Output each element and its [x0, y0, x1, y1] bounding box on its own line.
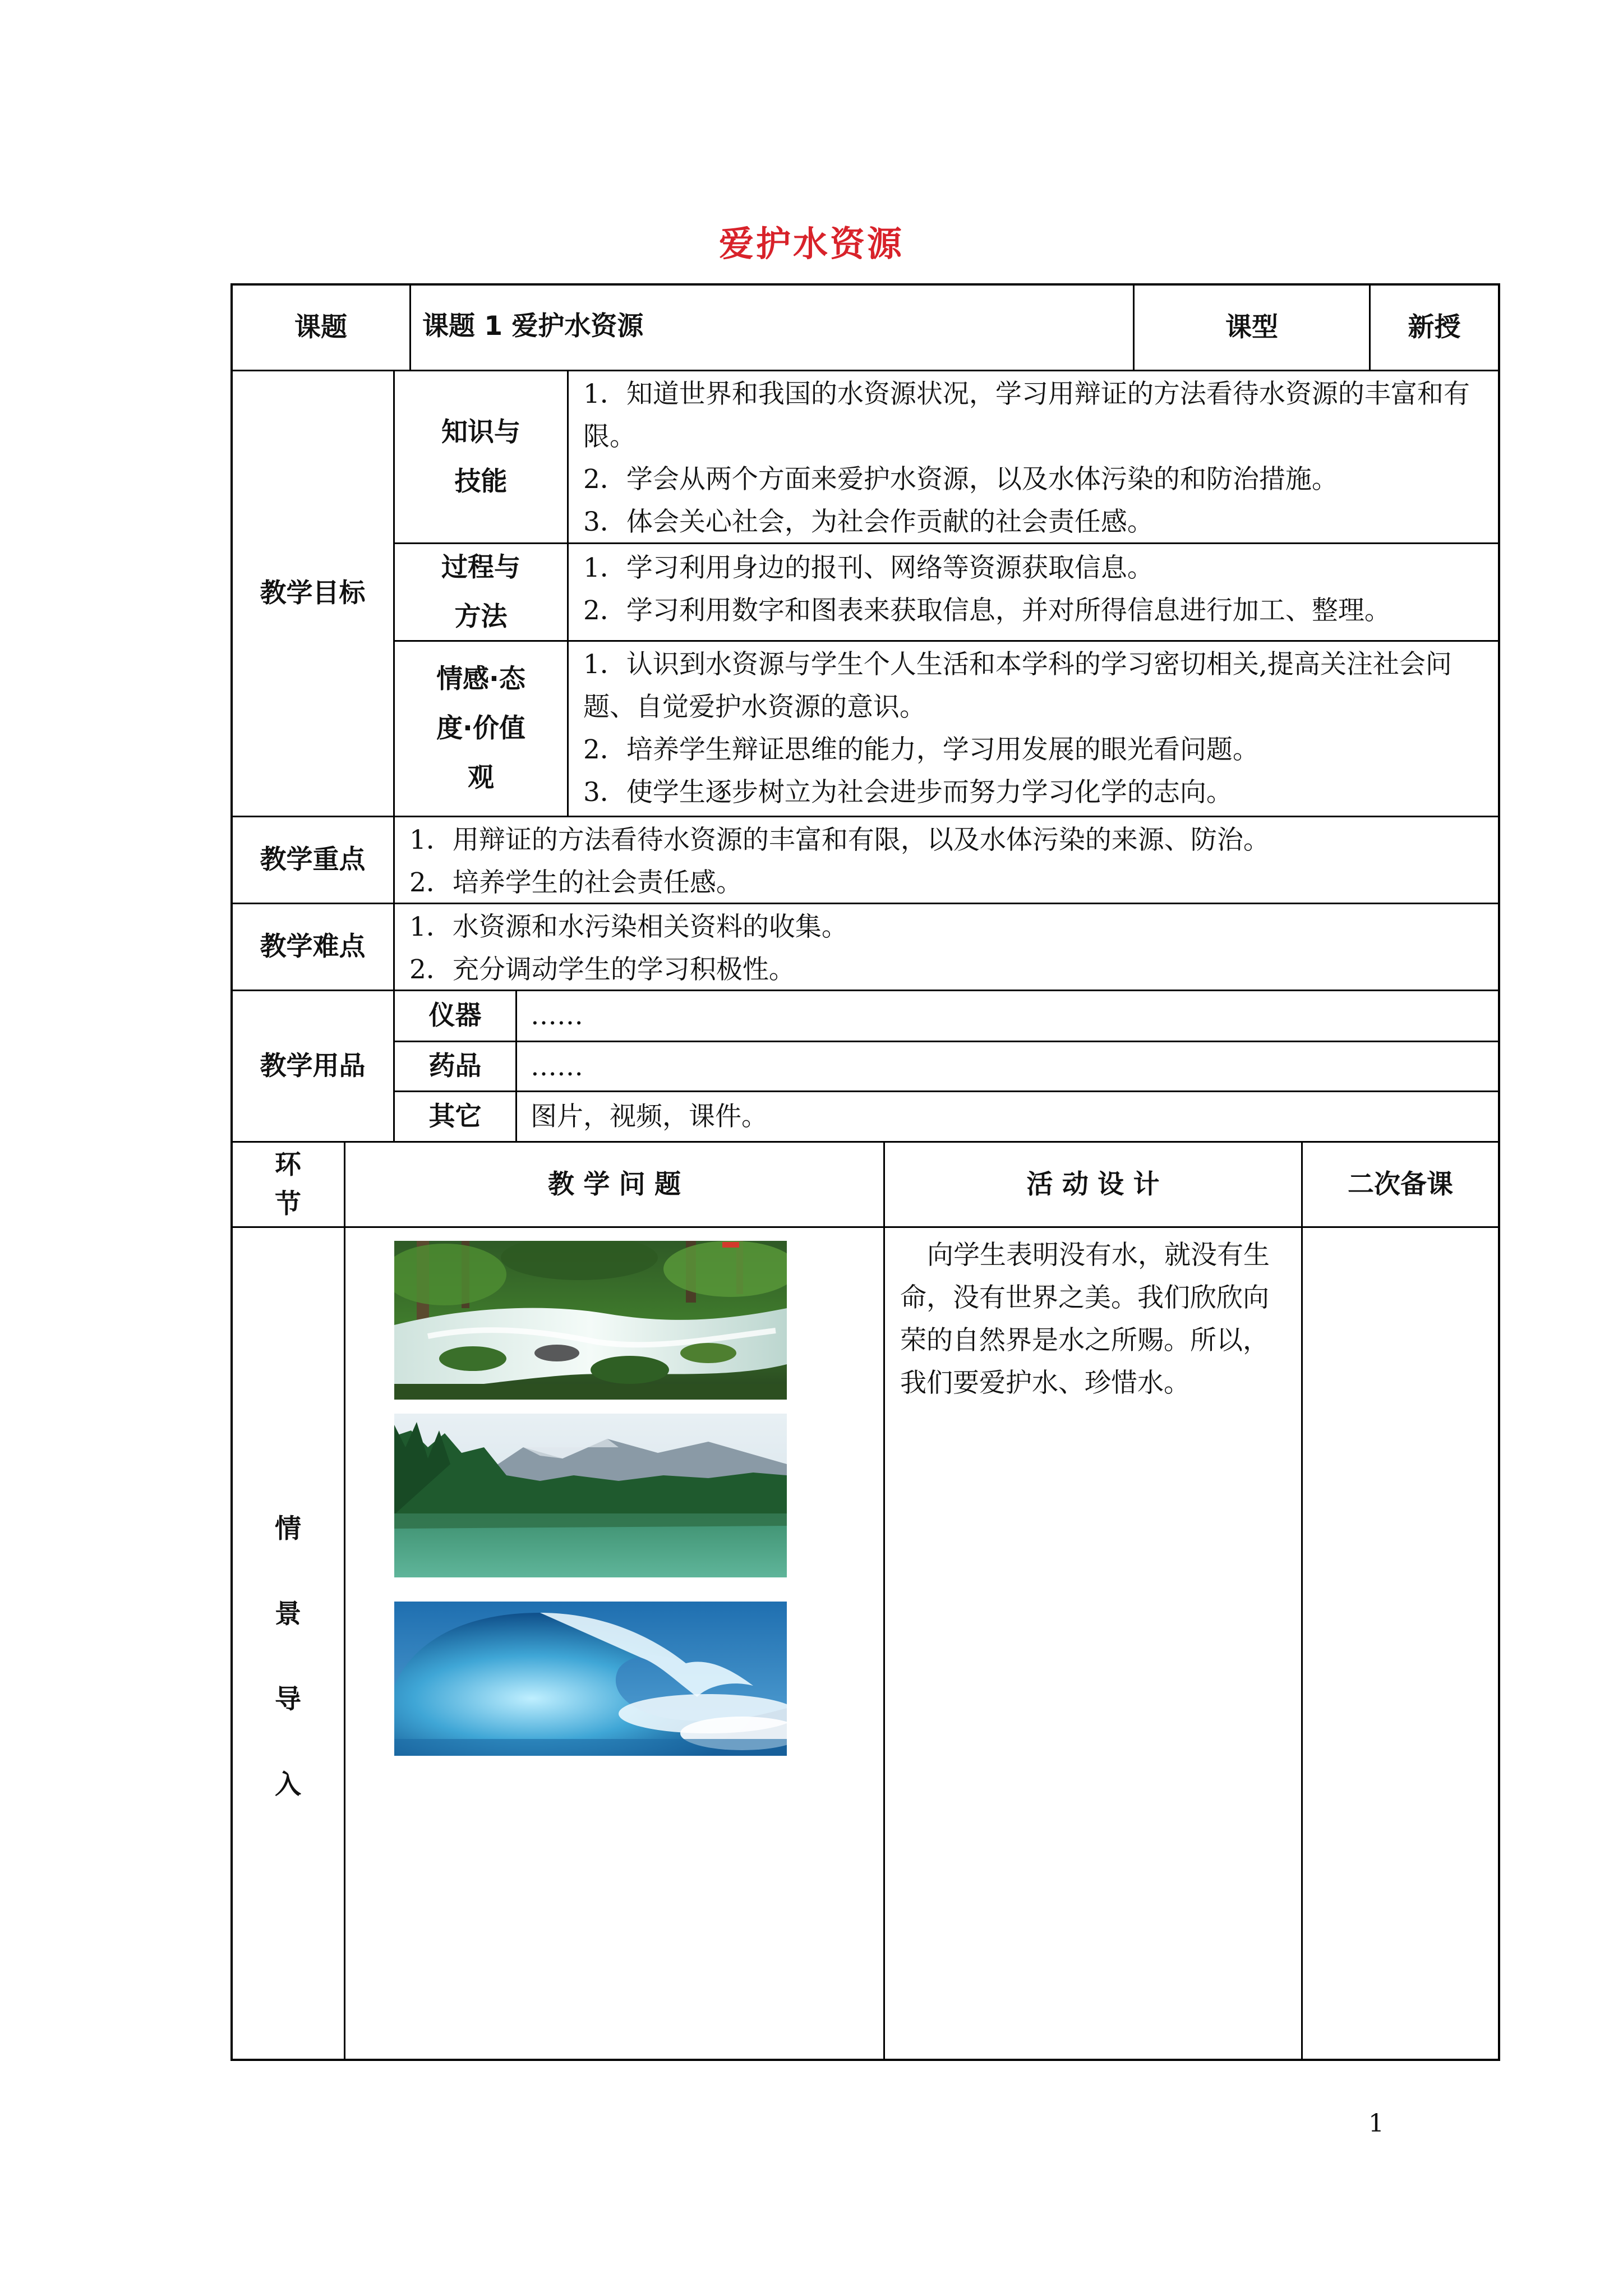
list-item: 3．使学生逐步树立为社会进步而努力学习化学的志向。 — [583, 777, 1233, 808]
difficulties-label: 教学难点 — [260, 931, 366, 962]
stage-name: 情 景 导 入 — [275, 1513, 301, 1800]
supply-value-other: 图片，视频，课件。 — [531, 1101, 768, 1132]
ocean-wave-image — [394, 1602, 787, 1756]
col-activity-header: 活 动 设 计 — [1026, 1168, 1160, 1200]
document-title: 爱护水资源 — [718, 223, 904, 264]
col-stage-header: 环 节 — [275, 1149, 301, 1220]
list-item: 2．学会从两个方面来爱护水资源，以及水体污染的和防治措施。 — [583, 464, 1338, 495]
list-item: 2．培养学生辩证思维的能力，学习用发展的眼光看问题。 — [583, 734, 1259, 765]
lake-mountain-image — [394, 1414, 787, 1577]
supply-name-instruments: 仪器 — [428, 1000, 482, 1031]
objective-process-label: 过程与 方法 — [441, 551, 520, 632]
objectives-label: 教学目标 — [260, 578, 366, 609]
list-item: 1．学习利用身边的报刊、网络等资源获取信息。 — [583, 553, 1154, 583]
list-item: 1．水资源和水污染相关资料的收集。 — [409, 912, 848, 942]
objective-process-items — [569, 547, 1498, 639]
col-prep-header: 二次备课 — [1348, 1168, 1453, 1200]
key-points-items — [395, 819, 1498, 902]
col-question-header: 教 学 问 题 — [547, 1168, 681, 1200]
list-item: 2．充分调动学生的学习积极性。 — [409, 954, 795, 985]
topic-label: 课题 — [294, 311, 347, 343]
objective-knowledge-label: 知识与 技能 — [441, 416, 520, 497]
supply-value-chemicals: …… — [531, 1051, 583, 1082]
supply-name-chemicals: 药品 — [428, 1051, 482, 1082]
supply-name-other: 其它 — [428, 1101, 482, 1132]
objective-attitude-items — [569, 643, 1498, 815]
supplies-label: 教学用品 — [260, 1050, 366, 1082]
list-item: 2．培养学生的社会责任感。 — [409, 867, 743, 898]
type-label: 课型 — [1225, 311, 1278, 343]
topic-value: 课题 1 爱护水资源 — [422, 311, 644, 342]
difficulties-items — [395, 906, 1498, 989]
activity-text: 向学生表明没有水，就没有生命，没有世界之美。我们欣欣向荣的自然界是水之所赐。所以，我们要爱护水、珍惜水。 — [900, 1240, 1270, 1398]
objective-attitude-label: 情感·态 度·价值 观 — [436, 664, 525, 793]
list-item: 1．认识到水资源与学生个人生活和本学科的学习密切相关,提高关注社会问题、自觉爱护水资源的意识。 — [583, 649, 1452, 723]
list-item: 3．体会关心社会，为社会作贡献的社会责任感。 — [583, 507, 1154, 537]
page-number: 1 — [1368, 2109, 1384, 2138]
key-points-label: 教学重点 — [260, 844, 366, 875]
list-item: 1．知道世界和我国的水资源状况，学习用辩证的方法看待水资源的丰富和有限。 — [583, 379, 1470, 452]
list-item: 1．用辩证的方法看待水资源的丰富和有限，以及水体污染的来源、防治。 — [409, 825, 1270, 855]
supply-value-instruments: …… — [531, 1000, 583, 1031]
forest-stream-image — [394, 1241, 787, 1400]
objective-knowledge-items — [569, 373, 1498, 541]
type-value: 新授 — [1408, 311, 1461, 343]
list-item: 2．学习利用数字和图表来获取信息，并对所得信息进行加工、整理。 — [583, 595, 1391, 626]
